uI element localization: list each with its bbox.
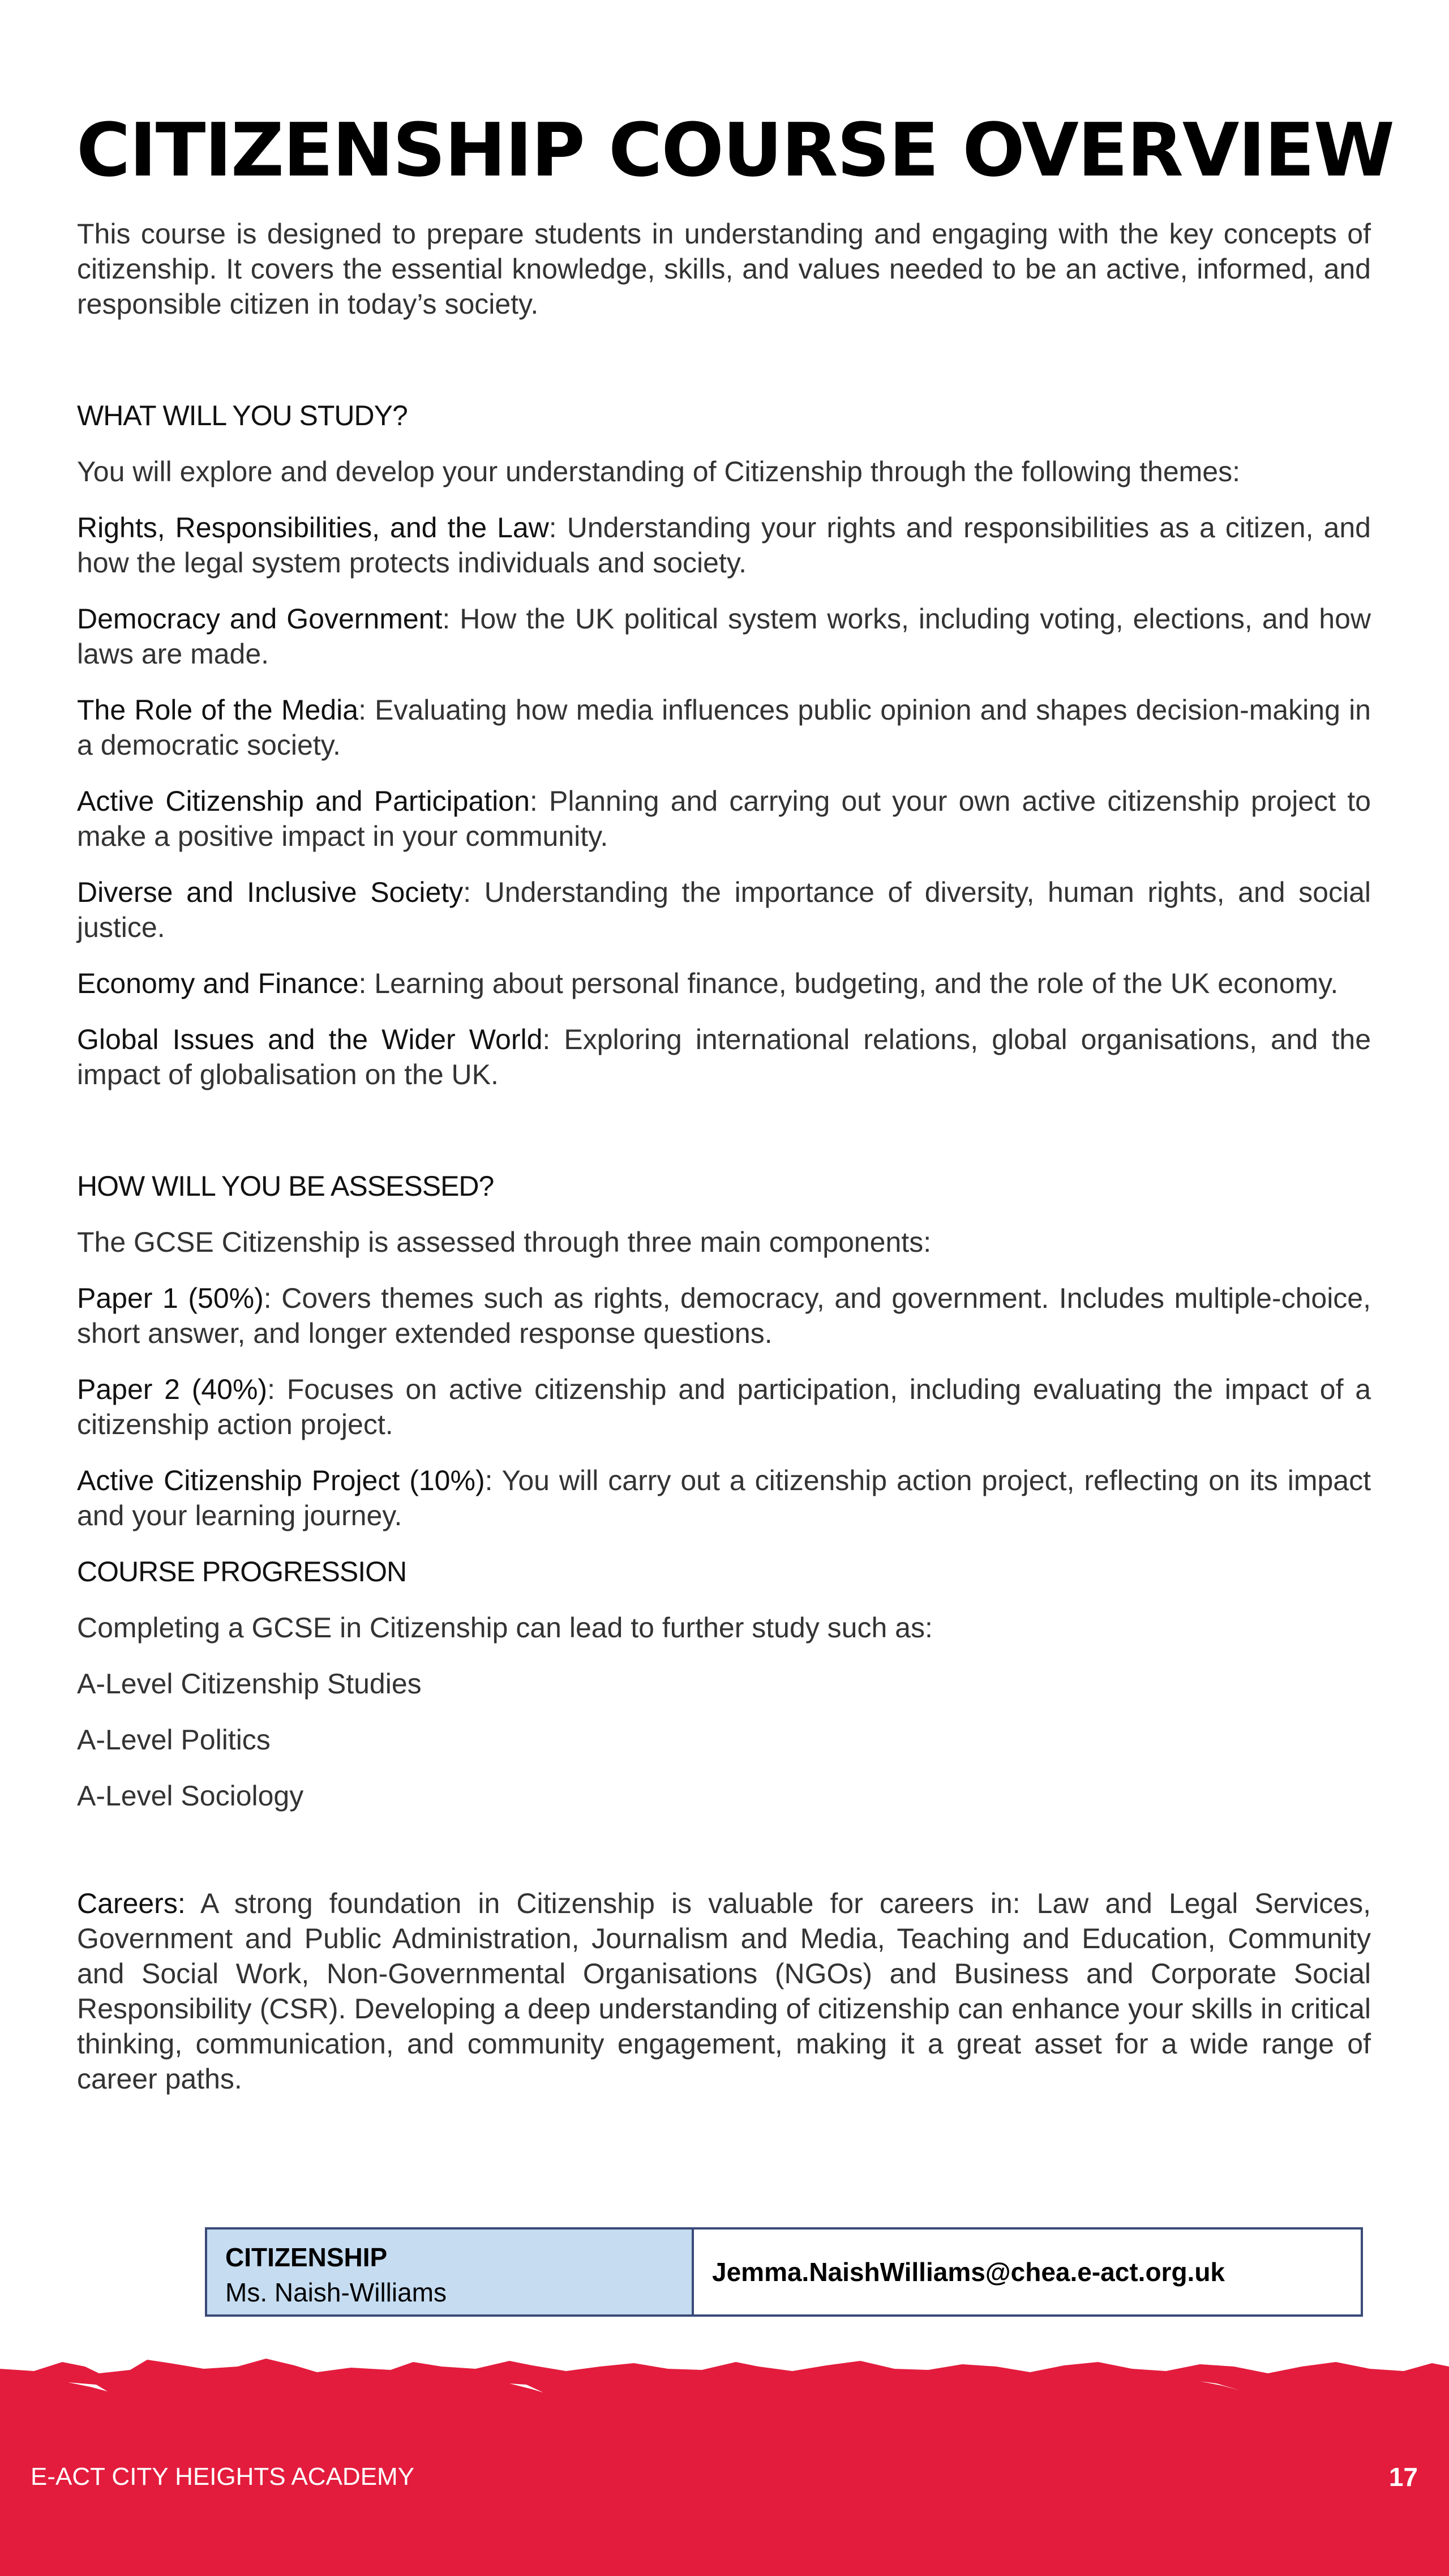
progression-heading: COURSE PROGRESSION: [77, 1556, 407, 1587]
progression-option: A-Level Politics: [77, 1724, 271, 1756]
theme-title: Active Citizenship and Participation: [77, 785, 530, 817]
progression-option: A-Level Sociology: [77, 1780, 304, 1812]
assessment-heading: HOW WILL YOU BE ASSESSED?: [77, 1170, 494, 1202]
theme-title: Democracy and Government: [77, 603, 443, 635]
theme-title: Rights, Responsibilities, and the Law: [77, 512, 549, 544]
assessment-intro: The GCSE Citizenship is assessed through three main components:: [77, 1226, 932, 1258]
theme-item: [77, 510, 1371, 580]
component-text: : Covers themes such as rights, democracy, and government. Includes multiple-choice, short answer, and longer extended response questions.: [77, 1282, 1371, 1349]
footer-school-name: E-ACT CITY HEIGHTS ACADEMY: [31, 2463, 415, 2491]
theme-text: : Learning about personal finance, budgeting, and the role of the UK economy.: [358, 968, 1339, 999]
theme-item: [77, 601, 1371, 671]
theme-item: [77, 1022, 1371, 1092]
theme-item: [77, 692, 1371, 763]
theme-text: : Exploring international relations, global organisations, and the impact of globalisation on the UK.: [77, 1024, 1371, 1090]
component-title: Active Citizenship Project (10%): [77, 1465, 485, 1496]
contact-teacher: Ms. Naish-Williams: [225, 2278, 447, 2307]
intro-paragraph: This course is designed to prepare students in understanding and engaging with the key concepts of citizenship. It covers the essential knowledge, skills, and values needed to be an active, informed, and responsible citizen in today’s society.: [77, 218, 1371, 320]
page-title: CITIZENSHIP COURSE OVERVIEW: [76, 107, 1394, 193]
theme-text: : Evaluating how media influences public opinion and shapes decision-making in a democratic society.: [77, 694, 1371, 761]
assessment-component: [77, 1463, 1371, 1533]
component-title: Paper 1 (50%): [77, 1282, 264, 1314]
contact-email[interactable]: Jemma.NaishWilliams@chea.e-act.org.uk: [712, 2257, 1225, 2287]
contact-table: [205, 2227, 1363, 2317]
assessment-component: [77, 1281, 1371, 1351]
theme-title: Diverse and Inclusive Society: [77, 876, 464, 908]
theme-item: [77, 875, 1371, 945]
careers-text: A strong foundation in Citizenship is valuable for careers in: Law and Legal Services, Government and Public Administration, Journalism and Media, Teaching and Education, Community and Social Work, Non-Governmental Organisations (NGOs) and Business and Corporate Social Responsibility (CSR). Developing a deep understanding of citizenship can enhance your skills in critical thinking, communication, and community engagement, making it a great asset for a wide range of career paths.: [77, 1888, 1371, 2095]
footer-page-number: 17: [1388, 2462, 1418, 2492]
contact-subject-cell: [207, 2230, 694, 2314]
component-text: : Focuses on active citizenship and participation, including evaluating the impact of a citizenship action project.: [77, 1373, 1371, 1440]
study-heading: WHAT WILL YOU STUDY?: [77, 400, 408, 431]
theme-title: The Role of the Media: [77, 694, 359, 726]
study-intro: You will explore and develop your understanding of Citizenship through the following themes:: [77, 456, 1241, 487]
theme-item: [77, 784, 1371, 854]
careers-paragraph: [77, 1886, 1371, 2096]
contact-subject: CITIZENSHIP: [225, 2243, 388, 2272]
progression-option: A-Level Citizenship Studies: [77, 1668, 422, 1700]
theme-text: : How the UK political system works, including voting, elections, and how laws are made.: [77, 603, 1371, 670]
component-title: Paper 2 (40%): [77, 1373, 268, 1405]
assessment-component: [77, 1372, 1371, 1442]
course-content: [77, 216, 1371, 2117]
theme-text: : Understanding the importance of diversity, human rights, and social justice.: [77, 876, 1371, 943]
careers-label: Careers:: [77, 1888, 186, 1919]
progression-intro: Completing a GCSE in Citizenship can lead to further study such as:: [77, 1612, 933, 1644]
component-text: : You will carry out a citizenship action project, reflecting on its impact and your learning journey.: [77, 1465, 1371, 1531]
contact-email-cell: [694, 2230, 1361, 2314]
theme-title: Economy and Finance: [77, 968, 359, 999]
theme-title: Global Issues and the Wider World: [77, 1024, 543, 1055]
theme-text: : Planning and carrying out your own active citizenship project to make a positive impact in your community.: [77, 785, 1371, 852]
theme-text: : Understanding your rights and responsibilities as a citizen, and how the legal system protects individuals and society.: [77, 512, 1371, 579]
theme-item: [77, 966, 1371, 1001]
